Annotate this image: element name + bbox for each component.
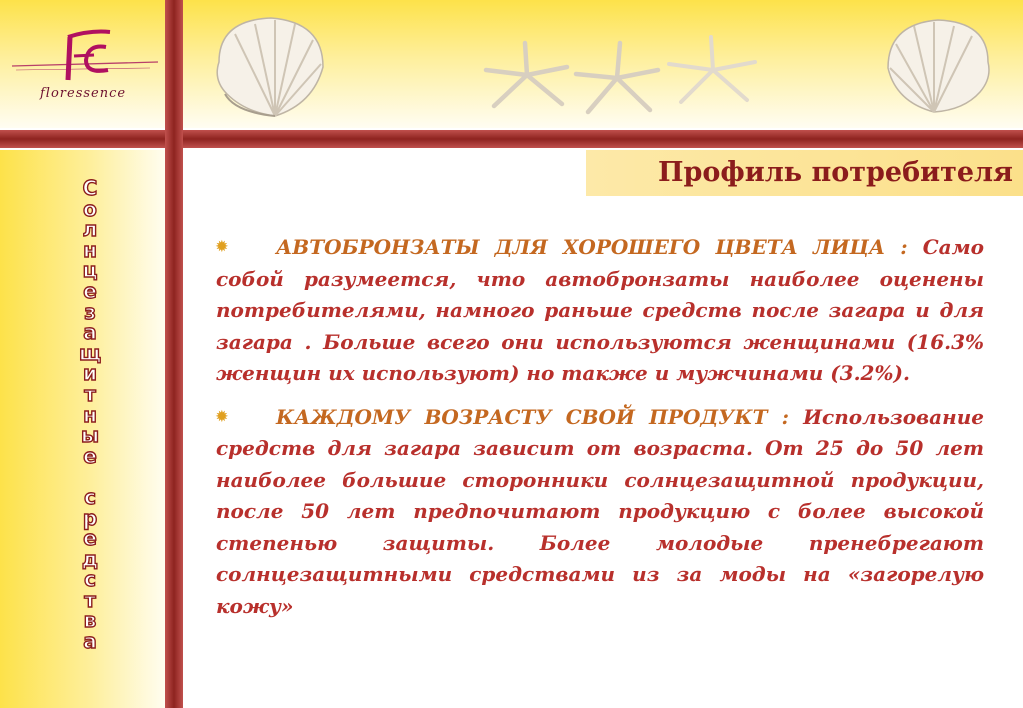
sun-bullet-icon: ✹ [216, 408, 228, 425]
starfish-icon [665, 34, 760, 106]
vertical-letter: в [83, 608, 97, 633]
vertical-letter: е [83, 526, 97, 551]
vertical-letter: е [83, 278, 97, 303]
vertical-letter: щ [78, 340, 102, 365]
vertical-letter: д [81, 546, 99, 571]
vertical-letter: з [84, 299, 96, 324]
vertical-divider-bar [165, 0, 183, 708]
main-content [216, 232, 984, 634]
vertical-letter: с [84, 567, 96, 592]
starfish-icon [482, 40, 572, 110]
vertical-letter: н [83, 237, 97, 262]
vertical-letter: с [84, 484, 96, 509]
paragraph-body: Использование средств для загара зависит от возраста. От 25 до 50 лет наиболее большие сторонники солнцезащитной продукции, после 50 лет предпочитают продукцию с более высокой степенью защиты. Более молодые пренебрегают солнцезащитными средствами из за моды на «загорелую кожу» [216, 404, 984, 618]
vertical-letter: т [84, 381, 96, 406]
vertical-letter: о [83, 196, 97, 221]
scallop-shell-icon [880, 14, 1000, 116]
starfish-icon [572, 40, 662, 115]
paragraph-heading: КАЖДОМУ ВОЗРАСТУ СВОЙ ПРОДУКТ : [276, 404, 789, 429]
paragraph-age-products [216, 402, 984, 623]
sidebar-vertical-title [60, 178, 120, 652]
paragraph-self-tanners [216, 232, 984, 390]
paragraph-heading: АВТОБРОНЗАТЫ ДЛЯ ХОРОШЕГО ЦВЕТА ЛИЦА : [276, 235, 908, 259]
paragraph-body: Само собой разумеется, что автобронзаты наиболее оценены потребителями, намного раньше средств после загара и для загара . Больше всего они используются женщинами (16.3% женщин их используют) но также и мужчинами (3.2%). [216, 235, 984, 385]
vertical-letter: ц [82, 258, 98, 283]
vertical-letter: и [82, 361, 97, 386]
horizontal-divider-bar [0, 130, 1023, 148]
vertical-letter: л [82, 217, 98, 242]
title-banner [586, 150, 1023, 196]
vertical-letter: р [82, 505, 98, 530]
vertical-letter: а [83, 629, 97, 654]
vertical-letter: ы [80, 423, 100, 448]
vertical-letter: С [82, 176, 98, 200]
brand-logo [10, 22, 160, 102]
vertical-letter: а [83, 320, 97, 345]
page-title: Профиль потребителя [657, 157, 1013, 188]
sun-bullet-icon: ✹ [216, 239, 228, 255]
vertical-letter: н [83, 402, 97, 427]
logo-text: floressence [40, 86, 127, 101]
vertical-letter: е [83, 443, 97, 468]
scallop-shell-icon [205, 12, 330, 120]
vertical-letter [60, 466, 120, 487]
vertical-letter: т [84, 587, 96, 612]
